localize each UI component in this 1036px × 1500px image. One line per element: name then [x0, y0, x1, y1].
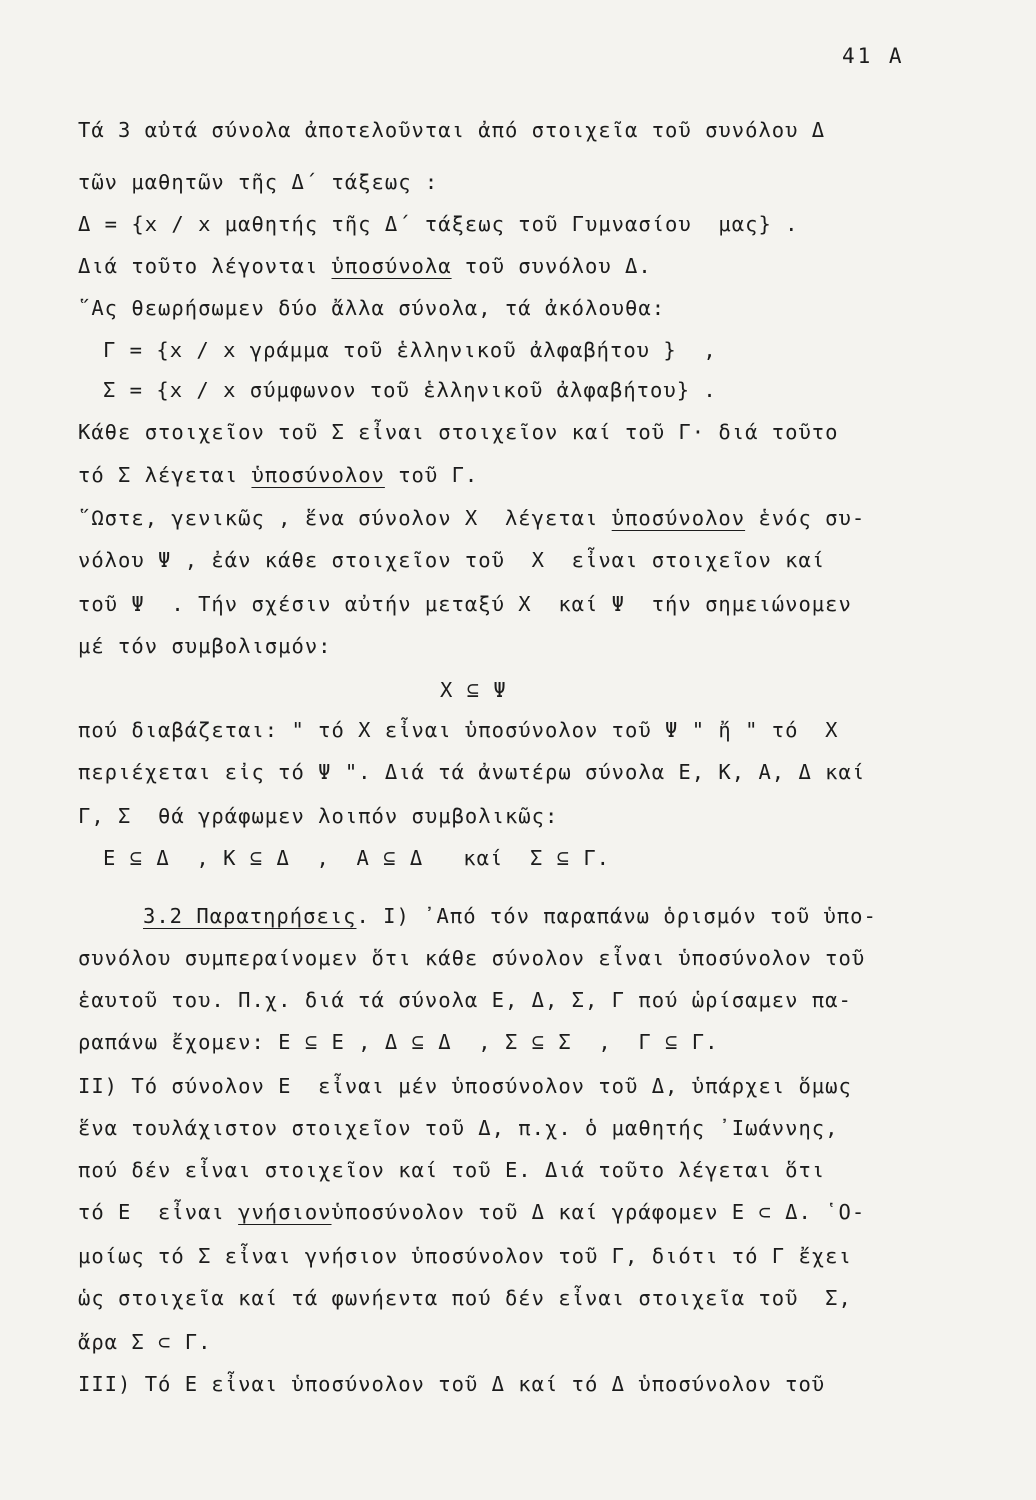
- text-line: πού διαβάζεται: " τό Χ εἶναι ὑποσύνολον τοῦ Ψ " ἤ " τό Χ: [78, 718, 839, 742]
- underlined-term: ὑποσύνολον: [611, 506, 746, 530]
- text-line: ῞Ωστε, γενικῶς , ἕνα σύνολον Χ λέγεται ὑποσύνολον ἑνός συ-: [78, 506, 866, 530]
- formula: Χ ⊆ Ψ: [440, 678, 507, 702]
- text-line: μέ τόν συμβολισμόν:: [78, 634, 332, 658]
- text-line: τῶν μαθητῶν τῆς Δ΄ τάξεως :: [78, 170, 439, 194]
- section-heading: 3.2 Παρατηρήσεις: [143, 904, 357, 928]
- text-line: Τά 3 αὐτά σύνολα ἀποτελοῦνται ἀπό στοιχεῖα τοῦ συνόλου Δ: [78, 118, 826, 142]
- text-line: ραπάνω ἔχομεν: Ε ⊆ Ε , Δ ⊆ Δ , Σ ⊆ Σ , Γ ⊆ Γ.: [78, 1030, 719, 1054]
- text-line: ῞Ας θεωρήσωμεν δύο ἄλλα σύνολα, τά ἀκόλουθα:: [78, 296, 666, 320]
- text-line: ΙΙΙ) Τό Ε εἶναι ὑποσύνολον τοῦ Δ καί τό Δ ὑποσύνολον τοῦ: [78, 1372, 826, 1396]
- underlined-term: γνήσιον: [238, 1200, 332, 1224]
- text-line: Γ, Σ θά γράφωμεν λοιπόν συμβολικῶς:: [78, 804, 559, 828]
- text-line: Γ = {x / x γράμμα τοῦ ἑλληνικοῦ ἀλφαβήτου } ,: [103, 338, 717, 362]
- text-line: Σ = {x / x σύμφωνον τοῦ ἑλληνικοῦ ἀλφαβήτου} .: [103, 378, 717, 402]
- text-line: Διά τοῦτο λέγονται ὑποσύνολα τοῦ συνόλου Δ.: [78, 254, 652, 278]
- text-line: περιέχεται εἰς τό Ψ ". Διά τά ἀνωτέρω σύνολα Ε, Κ, Α, Δ καί: [78, 760, 866, 784]
- text-line: μοίως τό Σ εἶναι γνήσιον ὑποσύνολον τοῦ Γ, διότι τό Γ ἔχει: [78, 1244, 852, 1268]
- underlined-term: ὑποσύνολον: [251, 463, 385, 487]
- text-line: ἑαυτοῦ του. Π.χ. διά τά σύνολα Ε, Δ, Σ, Γ πού ὡρίσαμεν πα-: [78, 988, 852, 1012]
- underlined-term: ὑποσύνολα: [331, 254, 452, 278]
- text-line: Δ = {x / x μαθητής τῆς Δ΄ τάξεως τοῦ Γυμνασίου μας} .: [78, 212, 799, 236]
- text-line: ἄρα Σ ⊂ Γ.: [78, 1330, 212, 1354]
- text-line: ὡς στοιχεῖα καί τά φωνήεντα πού δέν εἶναι στοιχεῖα τοῦ Σ,: [78, 1286, 852, 1310]
- page-number: 41 Α: [842, 44, 905, 68]
- text-line: πού δέν εἶναι στοιχεῖον καί τοῦ Ε. Διά τοῦτο λέγεται ὅτι: [78, 1158, 826, 1182]
- text-line: νόλου Ψ , ἐάν κάθε στοιχεῖον τοῦ Χ εἶναι στοιχεῖον καί: [78, 548, 826, 572]
- text-line: ΙΙ) Τό σύνολον Ε εἶναι μέν ὑποσύνολον τοῦ Δ, ὑπάρχει ὅμως: [78, 1074, 852, 1098]
- formula: Ε ⊆ Δ , Κ ⊆ Δ , Α ⊆ Δ καί Σ ⊆ Γ.: [103, 846, 610, 870]
- text-line: τό Ε εἶναι γνήσιονὑποσύνολον τοῦ Δ καί γράφομεν Ε ⊂ Δ. ῾Ο-: [78, 1200, 866, 1224]
- text-line: Κάθε στοιχεῖον τοῦ Σ εἶναι στοιχεῖον καί τοῦ Γ· διά τοῦτο: [78, 420, 839, 444]
- text-line: ἕνα τουλάχιστον στοιχεῖον τοῦ Δ, π.χ. ὁ μαθητής ᾿Ιωάννης,: [78, 1116, 839, 1140]
- text-line: συνόλου συμπεραίνομεν ὅτι κάθε σύνολον εἶναι ὑποσύνολον τοῦ: [78, 946, 866, 970]
- text-line: τό Σ λέγεται ὑποσύνολον τοῦ Γ.: [78, 463, 479, 487]
- text-line: τοῦ Ψ . Τήν σχέσιν αὐτήν μεταξύ Χ καί Ψ τήν σημειώνομεν: [78, 592, 852, 616]
- section-heading-line: 3.2 Παρατηρήσεις. Ι) ᾿Από τόν παραπάνω ὁρισμόν τοῦ ὑπο-: [143, 904, 877, 928]
